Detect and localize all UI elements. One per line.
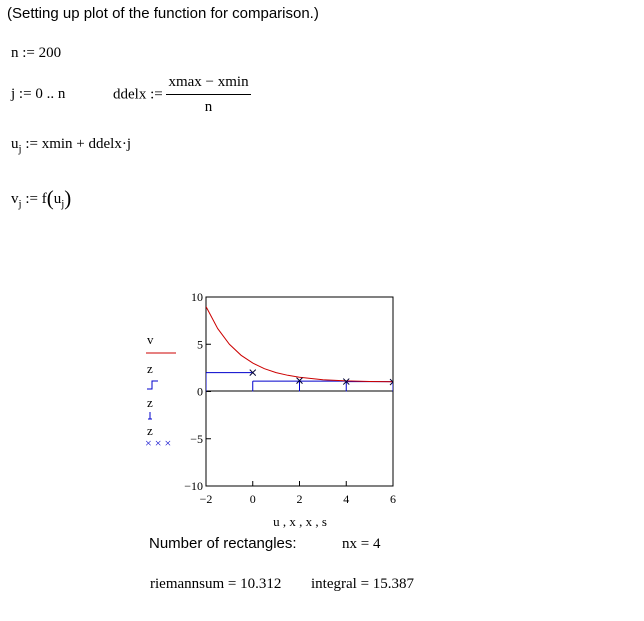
x-tick-label: 0 — [249, 492, 256, 506]
equation-u[interactable] — [11, 136, 131, 153]
v-func-name: f — [41, 191, 47, 207]
equation-n[interactable] — [11, 45, 61, 62]
y-tick-label: −10 — [184, 479, 203, 493]
v-arg: u — [53, 191, 62, 207]
equation-riemannsum[interactable] — [150, 576, 281, 593]
ddelx-denominator: n — [204, 99, 213, 115]
equation-integral[interactable] — [311, 576, 414, 593]
y-tick-labels — [184, 290, 203, 493]
nx-var: nx — [342, 536, 357, 552]
n-var: n — [11, 45, 19, 61]
u-expression: xmin + ddelx·j — [41, 136, 131, 152]
legend-swatch-step — [147, 381, 158, 389]
y-tick-label: 5 — [197, 337, 203, 352]
riemannsum-value: 10.312 — [240, 576, 282, 592]
x-tick-label: 2 — [296, 492, 303, 506]
j-range: 0 .. n — [35, 86, 66, 102]
v-assign-op: := — [25, 191, 38, 207]
integral-eq-op: = — [360, 576, 370, 592]
y-tick-label: −5 — [190, 431, 203, 446]
v-var: v — [11, 191, 19, 207]
v-close-paren: ) — [64, 186, 72, 210]
legend-label-z-markers: z — [147, 423, 153, 438]
n-assign-op: := — [22, 45, 35, 61]
legend-label-z-step: z — [147, 361, 153, 376]
equation-j[interactable] — [11, 86, 65, 103]
x-tick-labels — [200, 492, 396, 506]
equation-ddelx[interactable] — [113, 74, 251, 116]
v-subscript: j — [18, 198, 22, 210]
equation-nx[interactable] — [342, 536, 380, 553]
x-axis-label: u , x , x , s — [273, 514, 327, 529]
x-tick-label: 6 — [390, 492, 396, 506]
plot-legend — [145, 332, 176, 450]
v-open-paren: ( — [46, 186, 54, 210]
riemann-rectangles — [206, 373, 393, 392]
legend-swatch-stem — [148, 412, 152, 419]
ddelx-fraction — [166, 74, 250, 116]
x-tick-label: −2 — [199, 492, 213, 506]
riemannsum-var: riemannsum — [150, 576, 225, 592]
nx-value: 4 — [372, 536, 381, 552]
n-value: 200 — [38, 45, 62, 61]
v-arg-subscript: j — [61, 198, 65, 210]
u-var: u — [11, 136, 19, 152]
integral-value: 15.387 — [372, 576, 415, 592]
ddelx-numerator: xmax − xmin — [166, 74, 250, 95]
u-assign-op: := — [25, 136, 38, 152]
legend-label-v: v — [147, 332, 154, 347]
function-curve-v — [206, 307, 393, 382]
ddelx-var: ddelx — [113, 86, 147, 103]
rectangles-label: Number of rectangles: — [149, 535, 297, 552]
riemannsum-eq-op: = — [227, 576, 237, 592]
x-tick-label: 4 — [343, 492, 350, 506]
y-tick-label: 0 — [197, 384, 203, 399]
equation-v[interactable] — [11, 184, 71, 209]
function-plot[interactable] — [0, 280, 644, 530]
ddelx-assign-op: := — [150, 86, 163, 103]
sample-point-markers — [250, 370, 396, 385]
j-assign-op: := — [18, 86, 32, 102]
legend-label-z-stem: z — [147, 395, 153, 410]
y-tick-label: 10 — [191, 290, 203, 304]
comment-text: (Setting up plot of the function for comparison.) — [7, 5, 319, 22]
integral-var: integral — [311, 576, 357, 592]
nx-eq-op: = — [360, 536, 370, 552]
legend-swatch-markers: × × × — [145, 436, 172, 450]
u-subscript: j — [18, 143, 22, 155]
j-var: j — [11, 86, 16, 102]
